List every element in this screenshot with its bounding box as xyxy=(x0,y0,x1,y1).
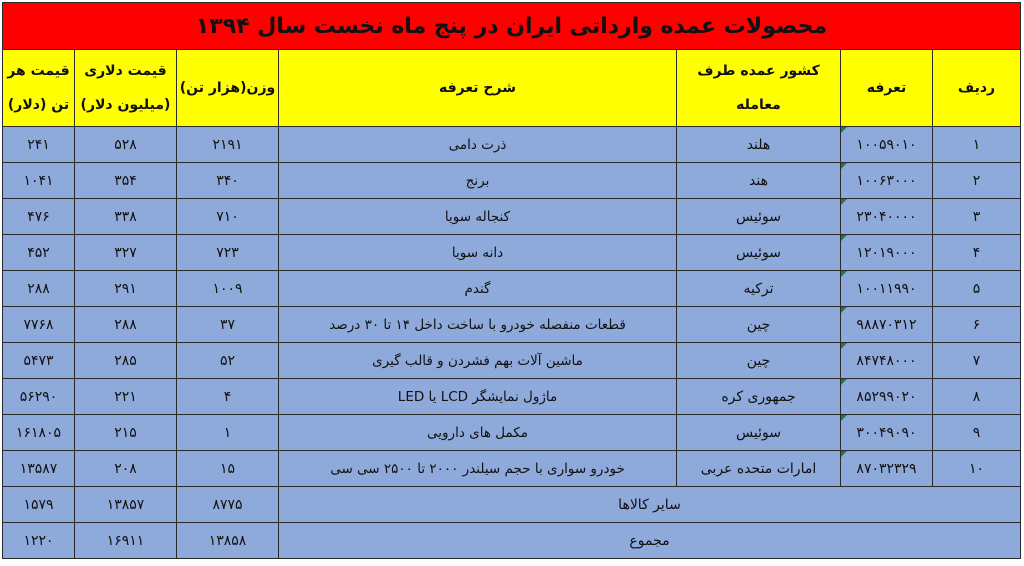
cell-tariff: ۱۰۰۱۱۹۹۰ xyxy=(841,271,933,307)
table-row xyxy=(3,127,1021,163)
cell-tariff: ۳۰۰۴۹۰۹۰ xyxy=(841,415,933,451)
cell-country: چین xyxy=(677,307,841,343)
cell-weight: ۴ xyxy=(177,379,279,415)
cell-description: مکمل های دارویی xyxy=(279,415,677,451)
table-row xyxy=(3,271,1021,307)
other-goods-price-per-ton: ۱۵۷۹ xyxy=(3,487,75,523)
cell-description: قطعات منفصله خودرو با ساخت داخل ۱۴ تا ۳۰ درصد xyxy=(279,307,677,343)
cell-description: گندم xyxy=(279,271,677,307)
total-label: مجموع xyxy=(279,523,1021,559)
cell-country: هند xyxy=(677,163,841,199)
cell-price-per-ton: ۱۳۵۸۷ xyxy=(3,451,75,487)
cell-weight: ۵۲ xyxy=(177,343,279,379)
cell-description: خودرو سواری با حجم سیلندر ۲۰۰۰ تا ۲۵۰۰ سی سی xyxy=(279,451,677,487)
cell-row-no: ۷ xyxy=(933,343,1021,379)
cell-price-per-ton: ۲۴۱ xyxy=(3,127,75,163)
cell-country: سوئیس xyxy=(677,235,841,271)
cell-value: ۲۹۱ xyxy=(75,271,177,307)
total-value: ۱۶۹۱۱ xyxy=(75,523,177,559)
cell-description: دانه سویا xyxy=(279,235,677,271)
header-country: کشور عمده طرف معامله xyxy=(677,50,841,127)
cell-value: ۲۸۵ xyxy=(75,343,177,379)
cell-country: چین xyxy=(677,343,841,379)
cell-price-per-ton: ۴۵۲ xyxy=(3,235,75,271)
cell-weight: ۷۱۰ xyxy=(177,199,279,235)
table-row xyxy=(3,199,1021,235)
cell-tariff: ۲۳۰۴۰۰۰۰ xyxy=(841,199,933,235)
cell-price-per-ton: ۲۸۸ xyxy=(3,271,75,307)
header-weight: وزن(هزار تن) xyxy=(177,50,279,127)
imports-table xyxy=(2,2,1021,559)
cell-value: ۲۸۸ xyxy=(75,307,177,343)
cell-price-per-ton: ۵۴۷۳ xyxy=(3,343,75,379)
cell-price-per-ton: ۱۶۱۸۰۵ xyxy=(3,415,75,451)
cell-weight: ۱۰۰۹ xyxy=(177,271,279,307)
other-goods-weight: ۸۷۷۵ xyxy=(177,487,279,523)
other-goods-value: ۱۳۸۵۷ xyxy=(75,487,177,523)
cell-price-per-ton: ۱۰۴۱ xyxy=(3,163,75,199)
cell-value: ۲۰۸ xyxy=(75,451,177,487)
cell-row-no: ۵ xyxy=(933,271,1021,307)
cell-tariff: ۱۲۰۱۹۰۰۰ xyxy=(841,235,933,271)
cell-row-no: ۱۰ xyxy=(933,451,1021,487)
cell-value: ۲۲۱ xyxy=(75,379,177,415)
cell-description: برنج xyxy=(279,163,677,199)
header-tariff: تعرفه xyxy=(841,50,933,127)
cell-row-no: ۳ xyxy=(933,199,1021,235)
table-row xyxy=(3,163,1021,199)
table-title: محصولات عمده وارداتی ایران در پنج ماه نخست سال ۱۳۹۴ xyxy=(3,3,1021,50)
cell-weight: ۳۷ xyxy=(177,307,279,343)
other-goods-label: سایر کالاها xyxy=(279,487,1021,523)
cell-price-per-ton: ۵۶۲۹۰ xyxy=(3,379,75,415)
table-row xyxy=(3,235,1021,271)
imports-table-container xyxy=(2,2,1020,562)
cell-weight: ۲۱۹۱ xyxy=(177,127,279,163)
other-goods-row xyxy=(3,487,1021,523)
cell-value: ۲۱۵ xyxy=(75,415,177,451)
cell-weight: ۱ xyxy=(177,415,279,451)
header-row-no: ردیف xyxy=(933,50,1021,127)
cell-row-no: ۱ xyxy=(933,127,1021,163)
total-price-per-ton: ۱۲۲۰ xyxy=(3,523,75,559)
cell-country: سوئیس xyxy=(677,199,841,235)
cell-value: ۵۲۸ xyxy=(75,127,177,163)
table-row xyxy=(3,307,1021,343)
table-row xyxy=(3,415,1021,451)
cell-weight: ۷۲۳ xyxy=(177,235,279,271)
header-price-per-ton: قیمت هر تن (دلار) xyxy=(3,50,75,127)
cell-row-no: ۶ xyxy=(933,307,1021,343)
total-weight: ۱۳۸۵۸ xyxy=(177,523,279,559)
cell-description: ماشین آلات بهم فشردن و قالب گیری xyxy=(279,343,677,379)
cell-tariff: ۸۷۰۳۲۳۲۹ xyxy=(841,451,933,487)
cell-weight: ۱۵ xyxy=(177,451,279,487)
table-row xyxy=(3,379,1021,415)
table-row xyxy=(3,451,1021,487)
table-row xyxy=(3,343,1021,379)
cell-description: ماژول نمایشگر LCD یا LED xyxy=(279,379,677,415)
header-description: شرح تعرفه xyxy=(279,50,677,127)
header-value: قیمت دلاری (میلیون دلار) xyxy=(75,50,177,127)
cell-country: امارات متحده عربی xyxy=(677,451,841,487)
cell-value: ۳۵۴ xyxy=(75,163,177,199)
cell-tariff: ۱۰۰۶۳۰۰۰ xyxy=(841,163,933,199)
cell-tariff: ۹۸۸۷۰۳۱۲ xyxy=(841,307,933,343)
cell-tariff: ۸۵۲۹۹۰۲۰ xyxy=(841,379,933,415)
cell-value: ۳۲۷ xyxy=(75,235,177,271)
cell-description: کنجاله سویا xyxy=(279,199,677,235)
header-row xyxy=(3,50,1021,127)
cell-country: ترکیه xyxy=(677,271,841,307)
cell-price-per-ton: ۴۷۶ xyxy=(3,199,75,235)
cell-weight: ۳۴۰ xyxy=(177,163,279,199)
cell-row-no: ۲ xyxy=(933,163,1021,199)
cell-country: سوئیس xyxy=(677,415,841,451)
cell-country: جمهوری کره xyxy=(677,379,841,415)
cell-value: ۳۳۸ xyxy=(75,199,177,235)
cell-row-no: ۴ xyxy=(933,235,1021,271)
cell-country: هلند xyxy=(677,127,841,163)
cell-tariff: ۸۴۷۴۸۰۰۰ xyxy=(841,343,933,379)
cell-row-no: ۸ xyxy=(933,379,1021,415)
total-row xyxy=(3,523,1021,559)
cell-price-per-ton: ۷۷۶۸ xyxy=(3,307,75,343)
title-row xyxy=(3,3,1021,50)
cell-description: ذرت دامی xyxy=(279,127,677,163)
cell-row-no: ۹ xyxy=(933,415,1021,451)
cell-tariff: ۱۰۰۵۹۰۱۰ xyxy=(841,127,933,163)
